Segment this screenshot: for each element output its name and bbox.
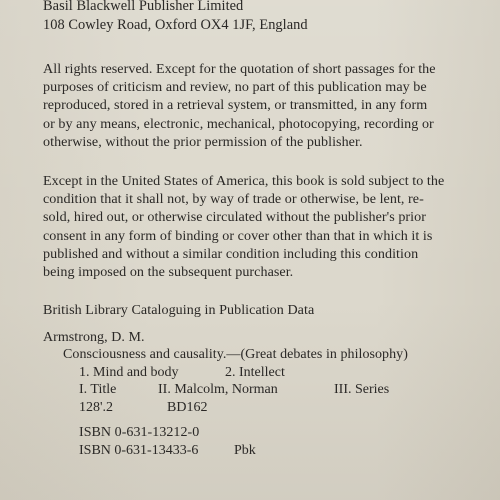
publisher-address: 108 Cowley Road, Oxford OX4 1JF, England — [43, 16, 308, 33]
isbn-block — [79, 424, 500, 459]
condition-line: Except in the United States of America, this book is sold subject to the — [43, 173, 445, 189]
cip-title: Consciousness and causality.—(Great debates in philosophy) — [63, 347, 408, 363]
cip-record — [43, 329, 493, 417]
rights-line: otherwise, without the prior permission of the publisher. — [43, 133, 363, 150]
cip-entry: II. Malcolm, Norman — [158, 382, 278, 398]
rights-line: purposes of criticism and review, no part of this publication may be — [43, 79, 427, 96]
condition-line: sold, hired out, or otherwise circulated without the publisher's prior — [43, 209, 426, 226]
cip-subject: 2. Intellect — [225, 364, 285, 380]
cip-heading: British Library Cataloguing in Publication Data — [43, 302, 315, 318]
condition-line: condition that it shall not, by way of trade or otherwise, be lent, re- — [43, 191, 424, 208]
rights-line: or by any means, electronic, mechanical, photocopying, recording or — [43, 115, 434, 132]
rights-line: All rights reserved. Except for the quotation of short passages for the — [43, 61, 436, 77]
isbn-paperback-row — [79, 442, 500, 460]
cip-entry: I. Title — [79, 382, 117, 398]
publisher-name: Basil Blackwell Publisher Limited — [43, 0, 244, 14]
cip-subject: 1. Mind and body — [79, 364, 179, 380]
rights-paragraph — [43, 60, 493, 151]
rights-line: reproduced, stored in a retrieval system, or transmitted, in any form — [43, 97, 428, 114]
cip-classification-row — [43, 399, 493, 417]
condition-line: published and without a similar condition including this condition — [43, 245, 419, 262]
isbn-paperback: ISBN 0-631-13433-6 — [79, 442, 199, 458]
dewey-number: 128'.2 — [79, 400, 114, 415]
condition-line: being imposed on the subsequent purchaser. — [43, 264, 294, 281]
binding-label: Pbk — [234, 442, 256, 458]
lc-number: BD162 — [167, 400, 208, 415]
cip-author: Armstrong, D. M. — [43, 330, 145, 345]
publisher-block — [43, 0, 493, 34]
isbn-hardback: ISBN 0-631-13212-0 — [79, 425, 200, 440]
condition-paragraph — [43, 172, 493, 281]
cip-entry: III. Series — [334, 382, 390, 398]
cip-subjects-row — [43, 364, 493, 382]
condition-line: consent in any form of binding or cover other than that in which it is — [43, 227, 433, 244]
cip-entries-row — [43, 381, 493, 399]
cip-heading-block — [43, 302, 493, 320]
